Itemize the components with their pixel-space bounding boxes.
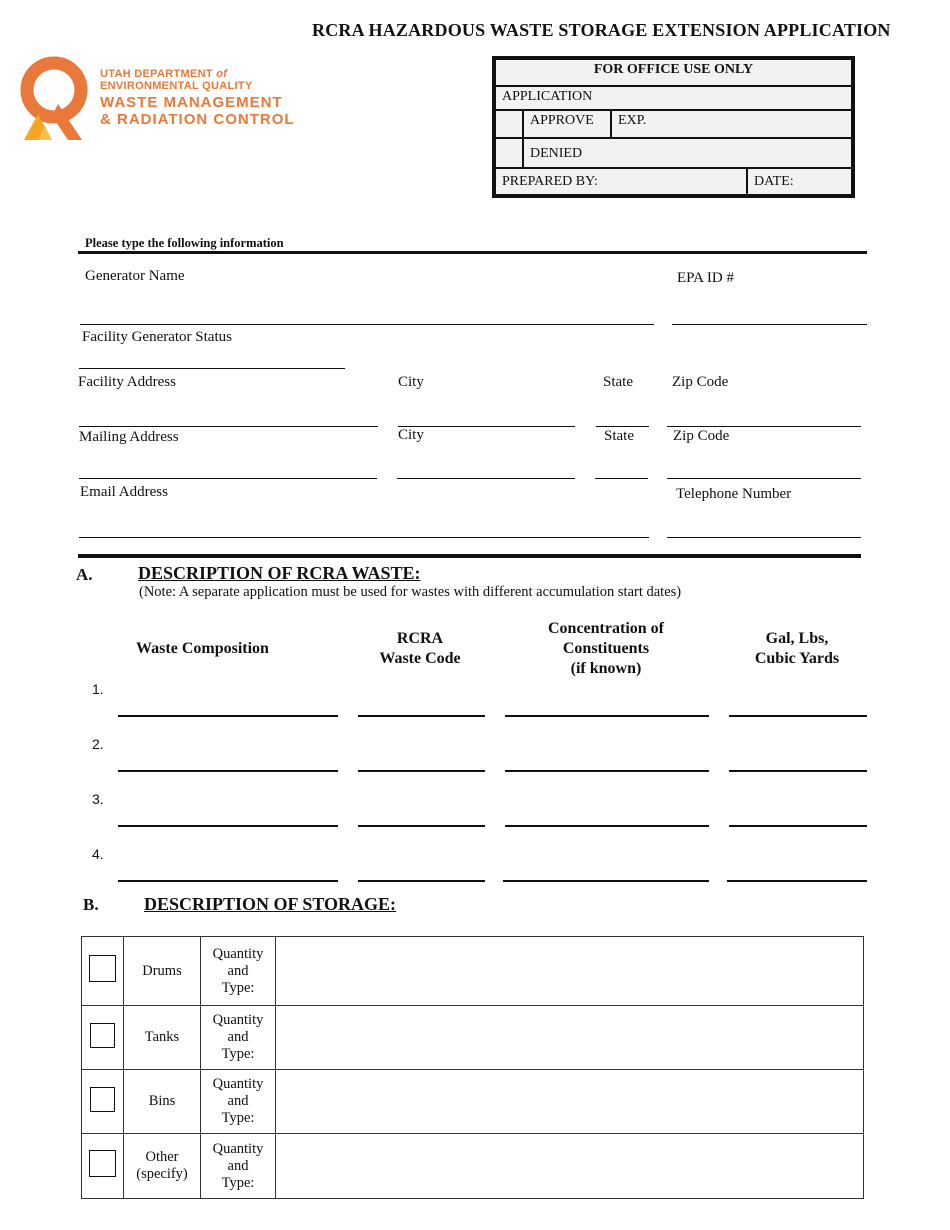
mailing-state-field[interactable] bbox=[595, 478, 648, 479]
state-label-1: State bbox=[603, 374, 633, 390]
generator-name-label: Generator Name bbox=[85, 268, 185, 284]
mailing-zip-field[interactable] bbox=[667, 478, 861, 479]
waste-composition-field-2[interactable] bbox=[118, 770, 338, 772]
storage-type-other bbox=[124, 1134, 201, 1199]
table-row bbox=[82, 1134, 864, 1199]
office-use-box bbox=[492, 56, 855, 198]
waste-composition-field-1[interactable] bbox=[118, 715, 338, 717]
concentration-field-4[interactable] bbox=[503, 880, 709, 882]
storage-checkbox-cell bbox=[82, 1006, 124, 1070]
qt-line1: Quantity bbox=[212, 945, 264, 962]
other-checkbox[interactable] bbox=[89, 1150, 116, 1177]
table-row bbox=[82, 1006, 864, 1070]
qt-line2: and bbox=[227, 1093, 249, 1109]
col-waste-composition: Waste Composition bbox=[136, 640, 269, 657]
deq-logo-text bbox=[100, 68, 295, 128]
section-a-note: (Note: A separate application must be used for wastes with different accumulation start dates) bbox=[139, 584, 682, 600]
mailing-address-label: Mailing Address bbox=[79, 429, 179, 445]
qt-line1: Quantity bbox=[212, 1140, 264, 1157]
application-label: APPLICATION bbox=[495, 86, 852, 110]
col4-line1: Gal, Lbs, bbox=[765, 630, 829, 647]
logo-line4: & RADIATION CONTROL bbox=[100, 111, 295, 128]
bins-quantity-field[interactable] bbox=[276, 1070, 864, 1134]
telephone-label: Telephone Number bbox=[676, 486, 792, 502]
waste-composition-field-4[interactable] bbox=[118, 880, 338, 882]
other-line1: Other bbox=[145, 1149, 179, 1165]
email-label: Email Address bbox=[80, 484, 168, 500]
qt-line3: Type: bbox=[221, 1046, 255, 1062]
section-b-letter: B. bbox=[83, 895, 99, 914]
facility-city-field[interactable] bbox=[398, 426, 575, 427]
logo-line2: ENVIRONMENTAL QUALITY bbox=[100, 80, 253, 92]
mailing-city-field[interactable] bbox=[397, 478, 575, 479]
qt-line1: Quantity bbox=[212, 1012, 264, 1028]
waste-code-field-3[interactable] bbox=[358, 825, 485, 827]
office-use-header: FOR OFFICE USE ONLY bbox=[495, 59, 852, 86]
waste-code-field-2[interactable] bbox=[358, 770, 485, 772]
denied-label: DENIED bbox=[523, 138, 852, 168]
zip-label-2: Zip Code bbox=[673, 428, 730, 444]
quantity-type-label bbox=[201, 937, 276, 1006]
col2-line1: RCRA bbox=[396, 630, 444, 647]
facility-address-field[interactable] bbox=[79, 426, 378, 427]
quantity-type-label bbox=[201, 1134, 276, 1199]
epa-id-field[interactable] bbox=[672, 324, 867, 325]
other-quantity-field[interactable] bbox=[276, 1134, 864, 1199]
info-bottom-rule bbox=[78, 554, 861, 558]
qt-line2: and bbox=[227, 1029, 249, 1045]
storage-type-tanks: Tanks bbox=[124, 1006, 201, 1070]
state-label-2: State bbox=[604, 428, 634, 444]
logo-line3: WASTE MANAGEMENT bbox=[100, 94, 283, 111]
email-field[interactable] bbox=[79, 537, 649, 538]
section-a-title: DESCRIPTION OF RCRA WASTE: bbox=[138, 563, 421, 583]
waste-code-field-1[interactable] bbox=[358, 715, 485, 717]
qt-line1: Quantity bbox=[212, 1076, 264, 1092]
storage-checkbox-cell bbox=[82, 937, 124, 1006]
denied-checkbox[interactable] bbox=[495, 138, 523, 168]
tanks-quantity-field[interactable] bbox=[276, 1006, 864, 1070]
logo-of: of bbox=[216, 68, 228, 80]
row-number: 3. bbox=[92, 791, 104, 807]
storage-table bbox=[81, 936, 864, 1199]
qt-line2: and bbox=[227, 962, 249, 979]
approve-checkbox[interactable] bbox=[495, 110, 523, 138]
col4-line2: Cubic Yards bbox=[754, 650, 840, 667]
approve-label: APPROVE bbox=[523, 110, 611, 138]
date-field[interactable]: DATE: bbox=[747, 168, 852, 195]
quantity-type-label bbox=[201, 1006, 276, 1070]
row-number: 2. bbox=[92, 736, 104, 752]
telephone-field[interactable] bbox=[667, 537, 861, 538]
table-row bbox=[82, 937, 864, 1006]
info-top-rule bbox=[78, 251, 867, 254]
concentration-field-2[interactable] bbox=[505, 770, 709, 772]
row-number: 4. bbox=[92, 846, 104, 862]
col3-line2: Constituents bbox=[562, 640, 650, 657]
waste-code-field-4[interactable] bbox=[358, 880, 485, 882]
drums-checkbox[interactable] bbox=[89, 955, 116, 982]
epa-id-label: EPA ID # bbox=[677, 270, 734, 286]
qt-line3: Type: bbox=[221, 1110, 255, 1126]
quantity-field-1[interactable] bbox=[729, 715, 867, 717]
col3-line3: (if known) bbox=[570, 660, 642, 677]
concentration-field-1[interactable] bbox=[505, 715, 709, 717]
facility-address-label: Facility Address bbox=[78, 374, 176, 390]
waste-composition-field-3[interactable] bbox=[118, 825, 338, 827]
storage-checkbox-cell bbox=[82, 1134, 124, 1199]
bins-checkbox[interactable] bbox=[90, 1087, 115, 1112]
instruction-text: Please type the following information bbox=[85, 236, 284, 250]
table-row bbox=[82, 1070, 864, 1134]
row-number: 1. bbox=[92, 681, 104, 697]
storage-type-drums: Drums bbox=[124, 937, 201, 1006]
col3-line1: Concentration of bbox=[548, 620, 664, 637]
facility-status-field[interactable] bbox=[79, 368, 345, 369]
prepared-by-field[interactable]: PREPARED BY: bbox=[495, 168, 747, 195]
form-title: RCRA HAZARDOUS WASTE STORAGE EXTENSION APPLICATION bbox=[312, 20, 891, 40]
qt-line3: Type: bbox=[221, 979, 255, 996]
mailing-address-field[interactable] bbox=[79, 478, 377, 479]
facility-state-field[interactable] bbox=[596, 426, 649, 427]
city-label-2: City bbox=[398, 427, 424, 443]
quantity-field-4[interactable] bbox=[727, 880, 867, 882]
storage-checkbox-cell bbox=[82, 1070, 124, 1134]
qt-line3: Type: bbox=[221, 1174, 255, 1191]
city-label-1: City bbox=[398, 374, 424, 390]
qt-line2: and bbox=[227, 1157, 249, 1174]
zip-label-1: Zip Code bbox=[672, 374, 729, 390]
facility-zip-field[interactable] bbox=[667, 426, 861, 427]
storage-type-bins: Bins bbox=[124, 1070, 201, 1134]
deq-logo-icon bbox=[18, 56, 90, 140]
tanks-checkbox[interactable] bbox=[90, 1023, 115, 1048]
quantity-type-label bbox=[201, 1070, 276, 1134]
logo-line1: UTAH DEPARTMENT bbox=[100, 68, 217, 80]
section-a-letter: A. bbox=[76, 565, 93, 584]
facility-status-label: Facility Generator Status bbox=[82, 329, 232, 345]
section-b-title: DESCRIPTION OF STORAGE: bbox=[144, 894, 397, 914]
col-quantity-units bbox=[727, 629, 867, 669]
drums-quantity-field[interactable] bbox=[276, 937, 864, 1006]
col2-line2: Waste Code bbox=[379, 650, 461, 667]
quantity-field-3[interactable] bbox=[729, 825, 867, 827]
col-rcra-waste-code bbox=[350, 629, 490, 669]
quantity-field-2[interactable] bbox=[729, 770, 867, 772]
concentration-field-3[interactable] bbox=[505, 825, 709, 827]
exp-field[interactable]: EXP. bbox=[611, 110, 852, 138]
generator-name-field[interactable] bbox=[80, 324, 654, 325]
other-line2: (specify) bbox=[136, 1166, 188, 1182]
col-concentration bbox=[505, 619, 707, 679]
